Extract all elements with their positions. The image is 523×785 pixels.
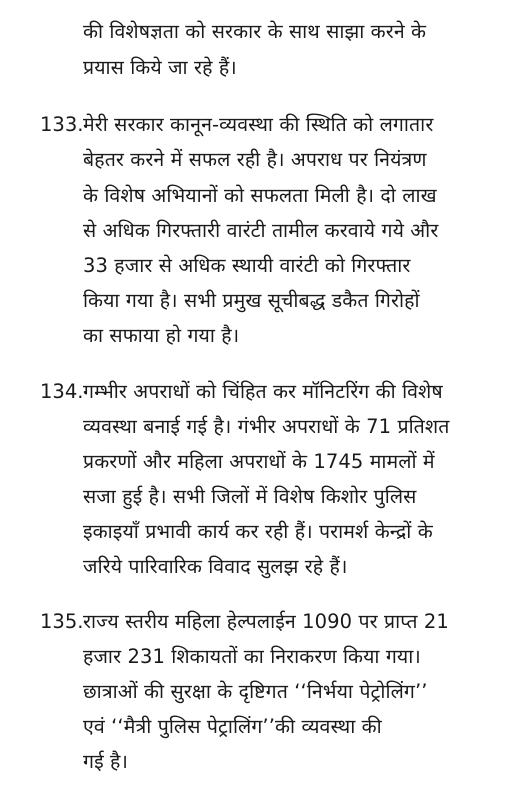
paragraph-line: व्यवस्था बनाई गई है। गंभीर अपराधों के 71 प्रतिशत (83, 415, 450, 438)
intro-line: प्रयास किये जा रहे हैं। (83, 56, 237, 79)
paragraph-number: 135. (40, 610, 84, 633)
paragraph-line: प्रकरणों और महिला अपराधों के 1745 मामलों में (83, 450, 435, 473)
intro-line: की विशेषज्ञता को सरकार के साथ साझा करने के (83, 20, 427, 43)
paragraph-line: गम्भीर अपराधों को चिंहित कर मॉनिटरिंग की विशेष (83, 380, 443, 403)
paragraph-number: 133. (40, 113, 84, 136)
paragraph-line: का सफाया हो गया है। (83, 324, 240, 347)
paragraph-line: एवं ‘‘मैत्री पुलिस पेट्रालिंग’’की व्यवस्था की (83, 715, 382, 738)
paragraph-number: 134. (40, 380, 84, 403)
paragraph-line: किया गया है। सभी प्रमुख सूचीबद्ध डकैत गिरोहों (83, 289, 420, 312)
paragraph-line: मेरी सरकार कानून-व्यवस्था की स्थिति को लगातार (83, 113, 434, 136)
paragraph-line: बेहतर करने में सफल रही है। अपराध पर नियंत्रण (83, 148, 427, 171)
paragraph-line: हजार 231 शिकायतों का निराकरण किया गया। (83, 645, 421, 668)
paragraph-line: जरिये पारिवारिक विवाद सुलझ रहे हैं। (83, 555, 348, 578)
paragraph-line: के विशेष अभियानों को सफलता मिली है। दो लाख (83, 184, 437, 207)
paragraph-line: राज्य स्तरीय महिला हेल्पलाईन 1090 पर प्राप्त 21 (83, 610, 449, 633)
paragraph-line: सजा हुई है। सभी जिलों में विशेष किशोर पुलिस (83, 485, 417, 508)
paragraph-line: इकाइयाँ प्रभावी कार्य कर रही हैं। परामर्श केन्द्रों के (83, 520, 433, 543)
paragraph-line: 33 हजार से अधिक स्थायी वारंटी को गिरफ्तार (83, 254, 411, 277)
paragraph-line: से अधिक गिरफ्तारी वारंटी तामील करवाये गये और (83, 219, 439, 242)
paragraph-line: गई है। (83, 750, 128, 773)
paragraph-line: छात्राओं की सुरक्षा के दृष्टिगत ‘‘निर्भया पेट्रोलिंग’’ (83, 680, 428, 703)
